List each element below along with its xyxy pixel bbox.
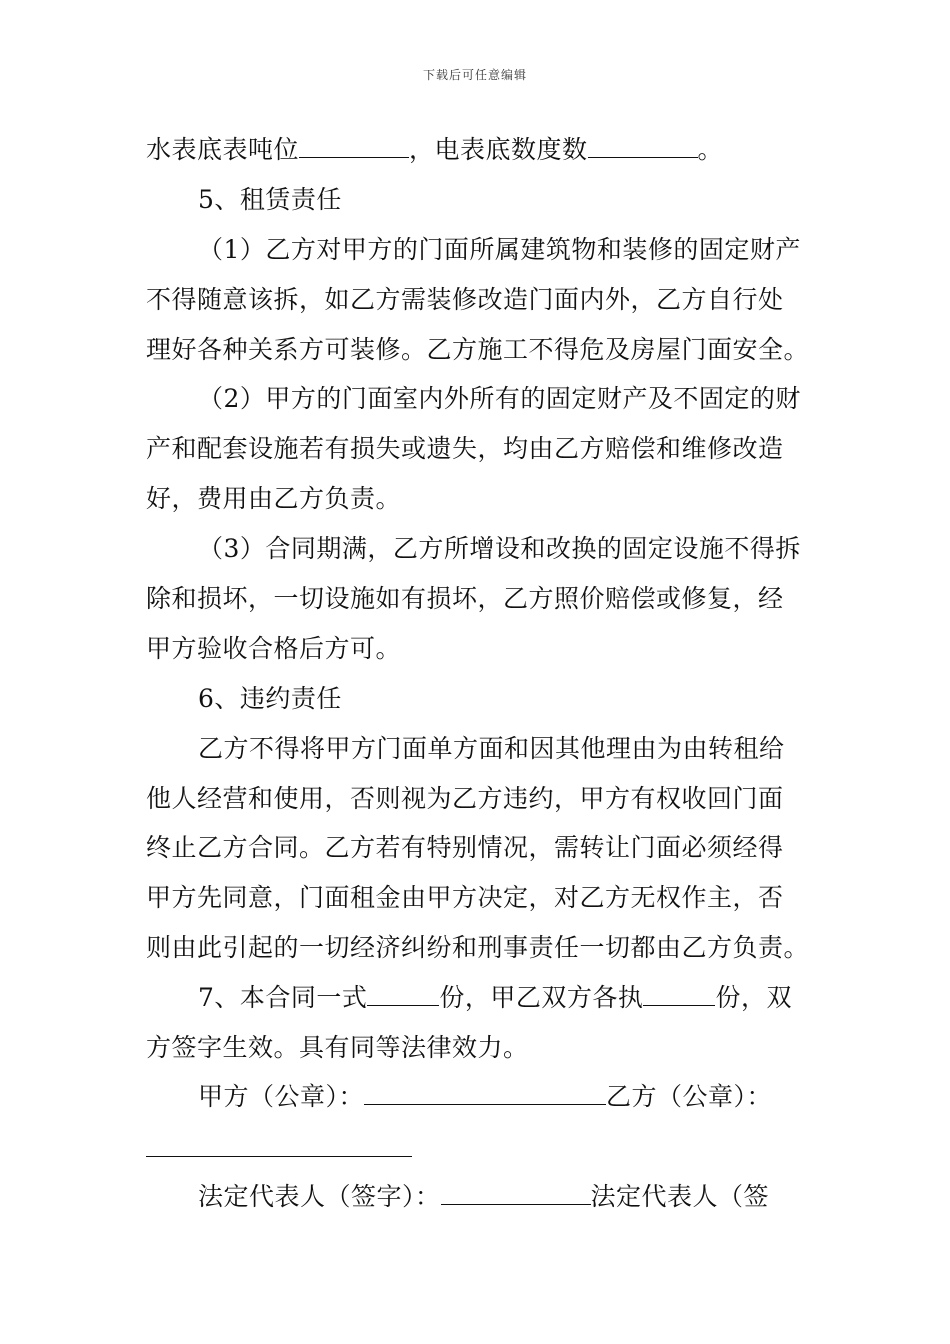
line-end: 份，双 (715, 983, 792, 1012)
paragraph-line: 则由此引起的一切经济纠纷和刑事责任一切都由乙方负责。 (146, 933, 810, 962)
paragraph-line: 不得随意该拆，如乙方需装修改造门面内外，乙方自行处 (146, 285, 784, 314)
electric-meter-blank[interactable] (588, 135, 698, 158)
paragraph-line: 除和损坏，一切设施如有损坏，乙方照价赔偿或修复，经 (146, 584, 784, 613)
copies-each-blank[interactable] (643, 983, 715, 1006)
page-header: 下载后可任意编辑 (422, 68, 527, 82)
line-end: 。 (697, 135, 724, 164)
paragraph-line: 乙方不得将甲方门面单方面和因其他理由为由转租给 (198, 734, 785, 763)
paragraph-line: 方签字生效。具有同等法律效力。 (146, 1033, 529, 1062)
paragraph-line: 终止乙方合同。乙方若有特别情况，需转让门面必须经得 (146, 833, 784, 862)
party-b-seal-label: 乙方（公章）： (606, 1082, 773, 1111)
party-a-seal-blank[interactable] (364, 1082, 606, 1105)
legal-representative-line (198, 1182, 769, 1212)
paragraph-line: 好，费用由乙方负责。 (146, 484, 402, 513)
copies-line (198, 983, 792, 1013)
water-meter-blank[interactable] (299, 135, 409, 158)
paragraph-line: 他人经营和使用，否则视为乙方违约，甲方有权收回门面 (146, 784, 784, 813)
paragraph-line: （2）甲方的门面室内外所有的固定财产及不固定的财 (198, 384, 801, 413)
paragraph-line: 产和配套设施若有损失或遗失，均由乙方赔偿和维修改造 (146, 434, 784, 463)
seal-line (198, 1082, 772, 1112)
copies-each-label: 份，甲乙双方各执 (439, 983, 644, 1012)
paragraph-line: 甲方先同意，门面租金由甲方决定，对乙方无权作主，否 (146, 883, 784, 912)
party-a-rep-blank[interactable] (441, 1182, 591, 1205)
section-heading-lease-responsibility: 5、租赁责任 (198, 185, 342, 214)
party-b-rep-label: 法定代表人（签 (590, 1182, 770, 1211)
paragraph-line: 甲方验收合格后方可。 (146, 634, 402, 663)
party-a-seal-label: 甲方（公章）： (198, 1082, 365, 1111)
copies-label: 7、本合同一式 (198, 983, 368, 1012)
paragraph-line: 理好各种关系方可装修。乙方施工不得危及房屋门面安全。 (146, 335, 810, 364)
paragraph-line: （1）乙方对甲方的门面所属建筑物和装修的固定财产 (198, 235, 801, 264)
water-electric-reading-line (146, 135, 723, 165)
paragraph-line: （3）合同期满，乙方所增设和改换的固定设施不得拆 (198, 534, 801, 563)
section-heading-breach-responsibility: 6、违约责任 (198, 684, 342, 713)
water-meter-label: 水表底表吨位 (146, 135, 300, 164)
party-b-seal-blank[interactable] (146, 1156, 412, 1157)
total-copies-blank[interactable] (367, 983, 439, 1006)
electric-meter-label: ，电表底数度数 (409, 135, 588, 164)
party-a-rep-label: 法定代表人（签字）： (198, 1182, 441, 1211)
